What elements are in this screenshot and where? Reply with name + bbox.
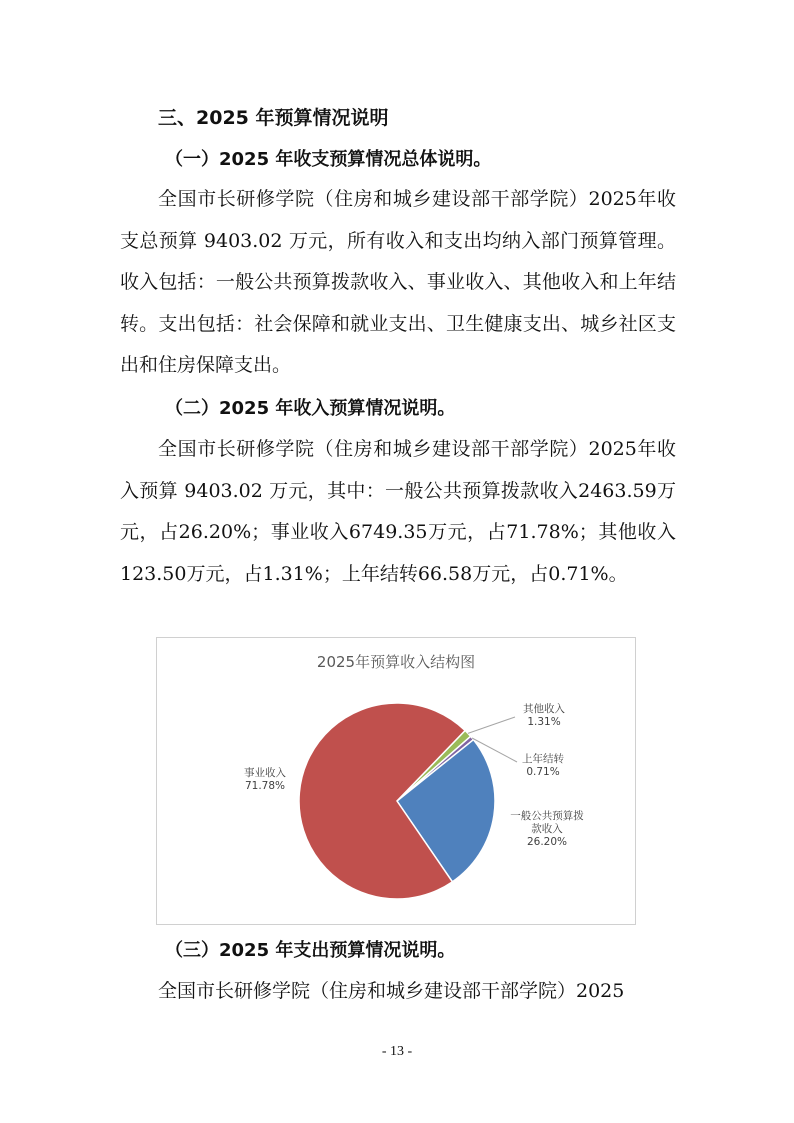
pie-label-1: 事业收入 [244,767,286,779]
pie-pct-3: 0.71% [526,766,560,778]
subsection-1-paragraph: 全国市长研修学院（住房和城乡建设部干部学院）2025年收支总预算 9403.02 万元，所有收入和支出均纳入部门预算管理。收入包括：一般公共预算拨款收入、事业收入、其他收入和上年结转。支出包括：社会保障和就业支出、卫生健康支出、城乡社区支出和住房保障支出。 [120,188,676,376]
leader-line-2 [468,717,515,733]
pie-label-0: 一般公共预算拨 [510,810,584,822]
subsection-3-heading: （三）2025 年支出预算情况说明。 [165,940,456,961]
chart-title: 2025年预算收入结构图 [316,653,476,671]
pie-label-0-line2: 款收入 [531,823,563,835]
subsection-2-paragraph: 全国市长研修学院（住房和城乡建设部干部学院）2025年收入预算 9403.02 万元，其中：一般公共预算拨款收入2463.59万元，占26.20%；事业收入6749.35万元，占71.78%；其他收入123.50万元，占1.31%；上年结转66.58万元，占0.71%。 [120,438,676,585]
pie-pct-0: 26.20% [526,836,568,848]
pie-pct-1: 71.78% [244,780,286,792]
page-number: - 13 - [381,1044,413,1059]
subsection-2-heading: （二）2025 年收入预算情况说明。 [165,398,456,419]
pie-label-2: 其他收入 [523,703,565,715]
subsection-3-paragraph-start: 全国市长研修学院（住房和城乡建设部干部学院）2025 [158,980,625,1002]
pie-chart [156,637,636,925]
subsection-1-heading: （一）2025 年收支预算情况总体说明。 [165,149,492,170]
section-heading: 三、2025 年预算情况说明 [158,107,389,129]
pie-chart-svg [157,638,635,924]
pie-pct-2: 1.31% [527,716,561,728]
pie-label-3: 上年结转 [522,753,564,765]
